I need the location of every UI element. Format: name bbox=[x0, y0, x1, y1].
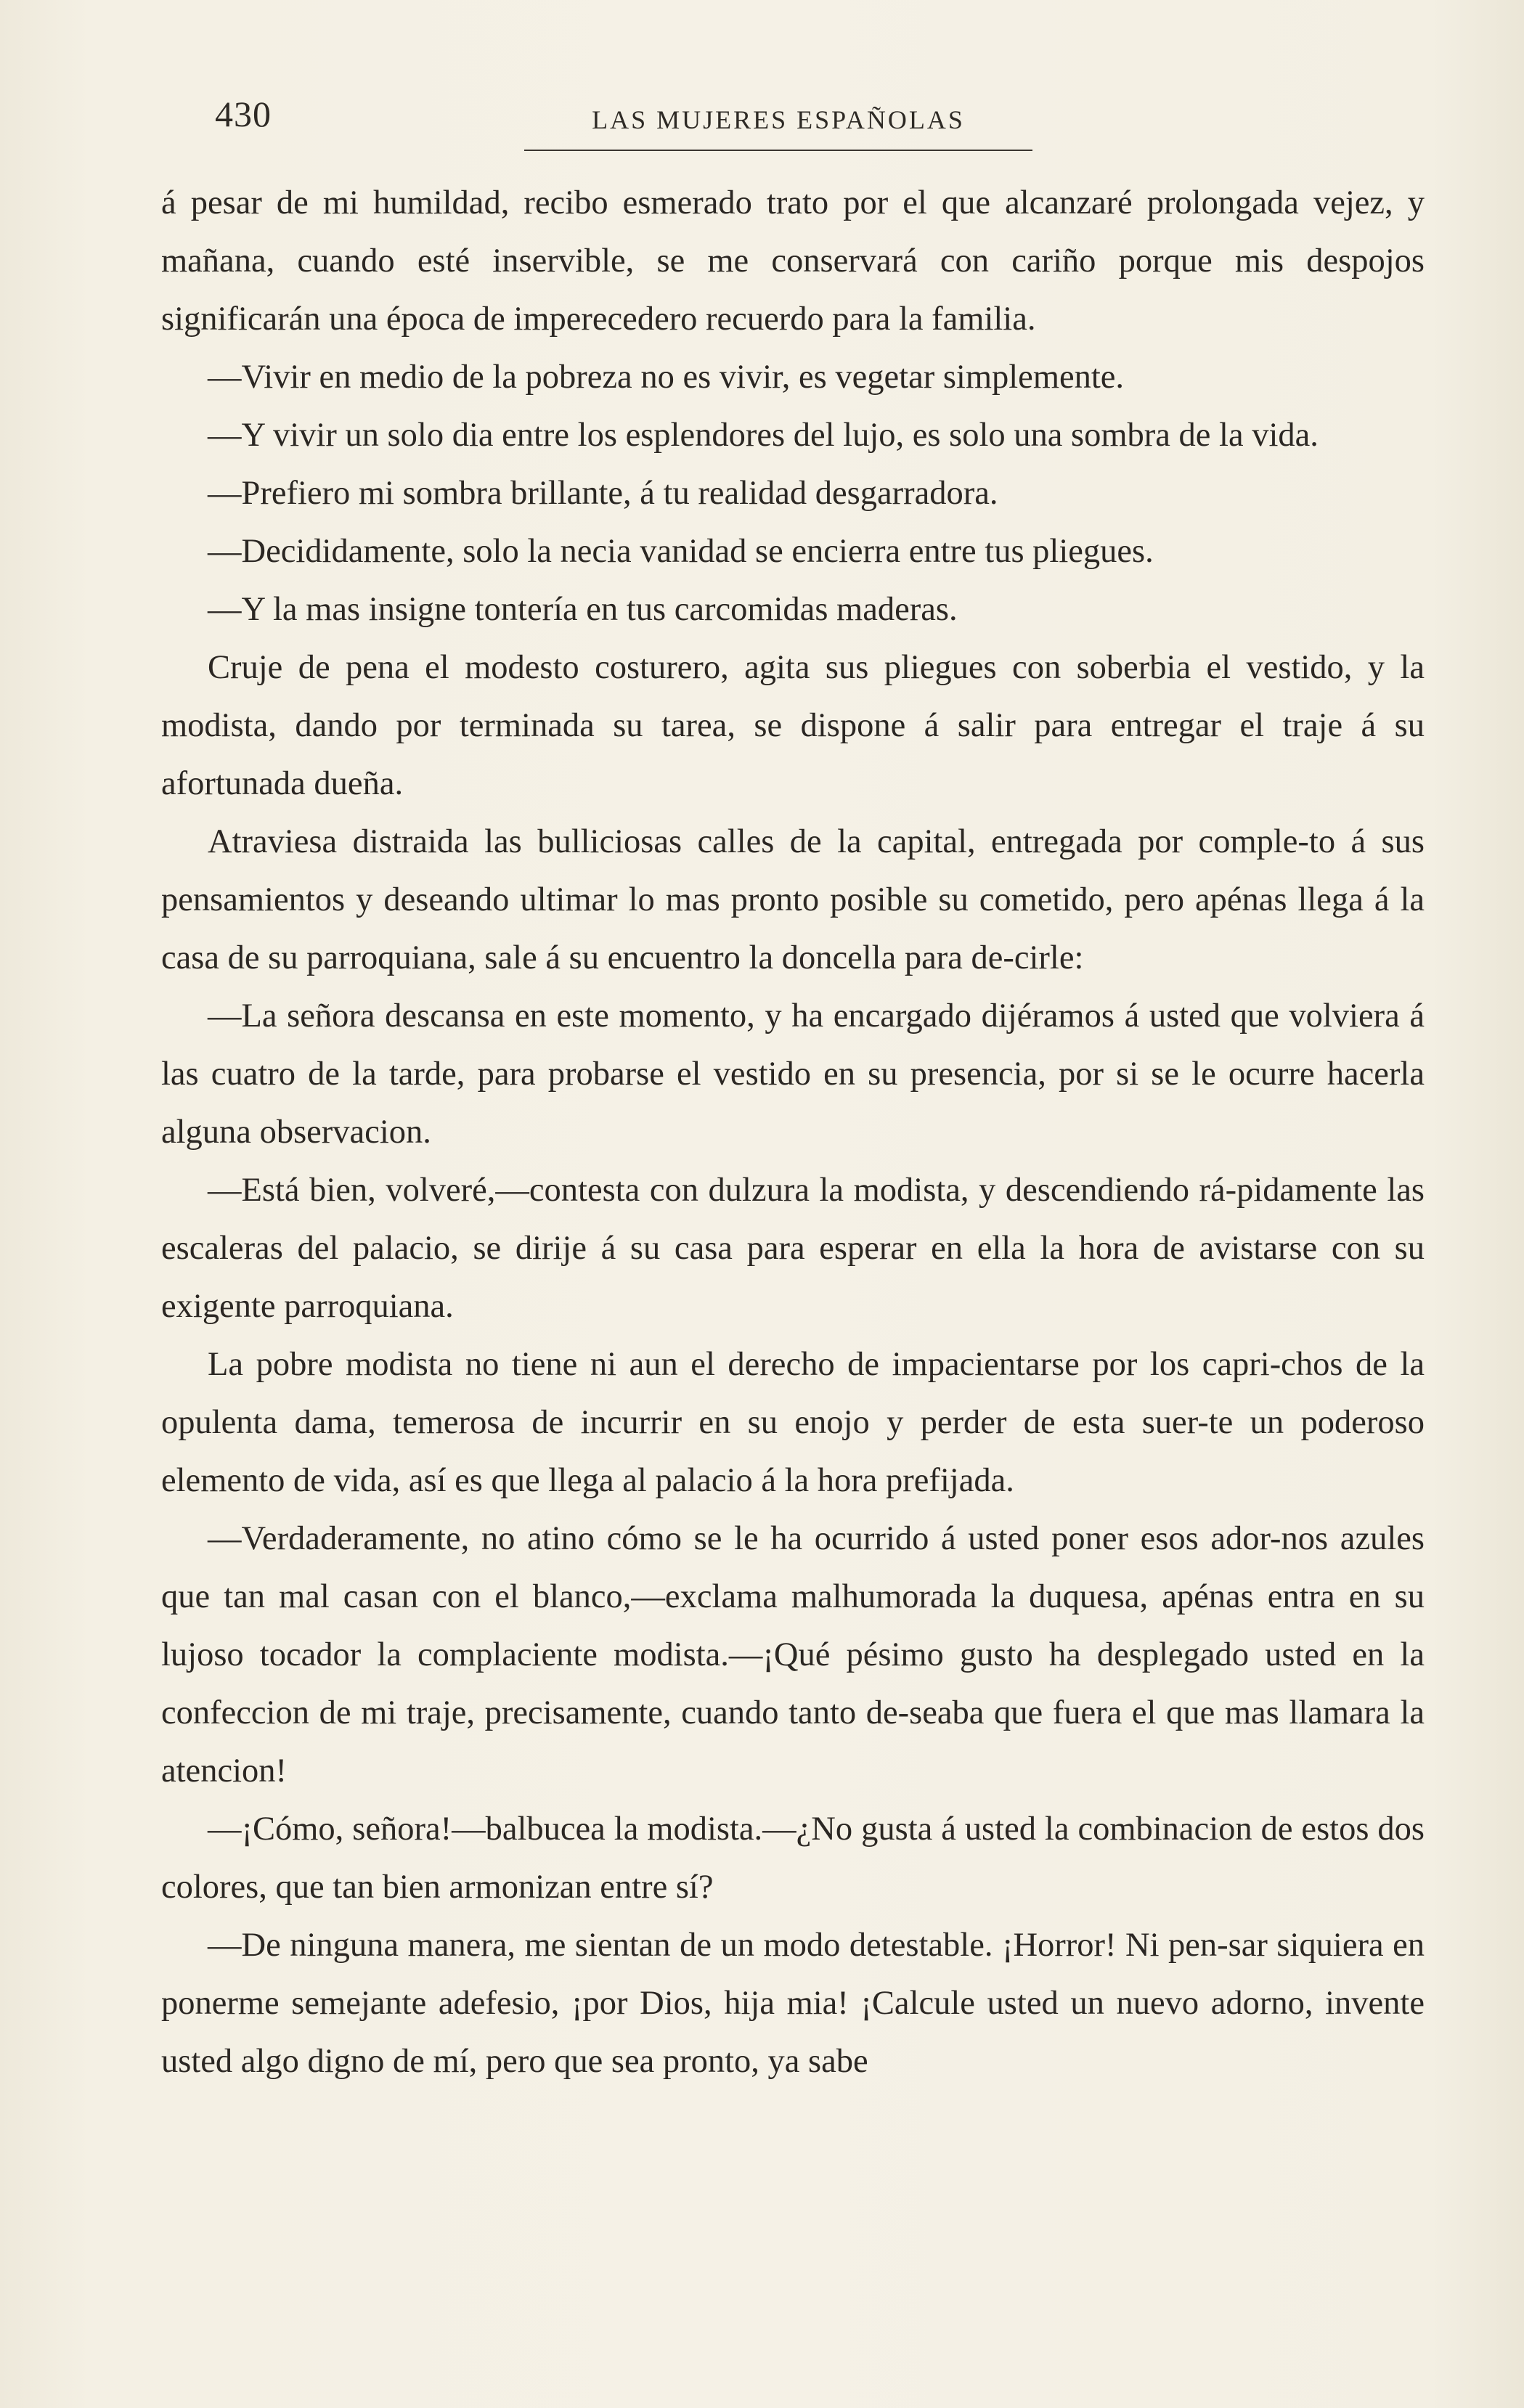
paragraph: Atraviesa distraida las bulliciosas calles de la capital, entregada por comple-to á sus pensamientos y deseando ultimar lo mas pronto posible su cometido, pero apénas llega á la casa de su parroquiana, sale á su encuentro la doncella para de-cirle: bbox=[161, 823, 1425, 976]
paragraph: á pesar de mi humildad, recibo esmerado trato por el que alcanzaré prolongada vejez, y mañana, cuando esté inservible, se me conservará con cariño porque mis despojos significarán una época de imperecedero recuerdo para la familia. bbox=[161, 184, 1425, 338]
paragraph: —Decididamente, solo la necia vanidad se encierra entre tus pliegues. bbox=[208, 533, 1154, 570]
header-rule bbox=[524, 150, 1032, 151]
paragraph: —Verdaderamente, no atino cómo se le ha ocurrido á usted poner esos ador-nos azules que tan mal casan con el blanco,—exclama malhumorada la duquesa, apénas entra en su lujoso tocador la complaciente modista.—¡Qué pésimo gusto ha desplegado usted en la confeccion de mi traje, precisamente, cuando tanto de-seaba que fuera el que mas llamara la atencion! bbox=[161, 1520, 1425, 1789]
paragraph: La pobre modista no tiene ni aun el derecho de impacientarse por los capri-chos de la opulenta dama, temerosa de incurrir en su enojo y perder de esta suer-te un poderoso elemento de vida, así es que llega al palacio á la hora prefijada. bbox=[161, 1346, 1425, 1499]
paragraph: —La señora descansa en este momento, y ha encargado dijéramos á usted que volviera á las cuatro de la tarde, para probarse el vestido en su presencia, por si se le ocurre hacerla alguna observacion. bbox=[161, 997, 1425, 1151]
running-title: LAS MUJERES ESPAÑOLAS bbox=[592, 105, 965, 134]
paragraph: —Prefiero mi sombra brillante, á tu realidad desgarradora. bbox=[208, 475, 998, 512]
paragraph: —De ninguna manera, me sientan de un modo detestable. ¡Horror! Ni pen-sar siquiera en ponerme semejante adefesio, ¡por Dios, hija mia! ¡Calcule usted un nuevo adorno, invente usted algo digno de mí, pero que sea pronto, ya sabe bbox=[161, 1927, 1425, 2080]
paragraph: —Está bien, volveré,—contesta con dulzura la modista, y descendiendo rá-pidamente las escaleras del palacio, se dirije á su casa para esperar en ella la hora de avistarse con su exigente parroquiana. bbox=[161, 1172, 1425, 1325]
page-header bbox=[0, 93, 1524, 151]
body-text bbox=[161, 174, 1425, 2091]
page-number: 430 bbox=[215, 94, 272, 134]
paragraph: —Y vivir un solo dia entre los esplendores del lujo, es solo una sombra de la vida. bbox=[208, 417, 1319, 454]
paragraph: —¡Cómo, señora!—balbucea la modista.—¿No gusta á usted la combinacion de estos dos colores, que tan bien armonizan entre sí? bbox=[161, 1811, 1425, 1906]
paragraph: —Vivir en medio de la pobreza no es vivir, es vegetar simplemente. bbox=[208, 359, 1125, 396]
paragraph: Cruje de pena el modesto costurero, agita sus pliegues con soberbia el vestido, y la modista, dando por terminada su tarea, se dispone á salir para entregar el traje á su afortunada dueña. bbox=[161, 649, 1425, 802]
paragraph: —Y la mas insigne tontería en tus carcomidas maderas. bbox=[208, 591, 958, 628]
